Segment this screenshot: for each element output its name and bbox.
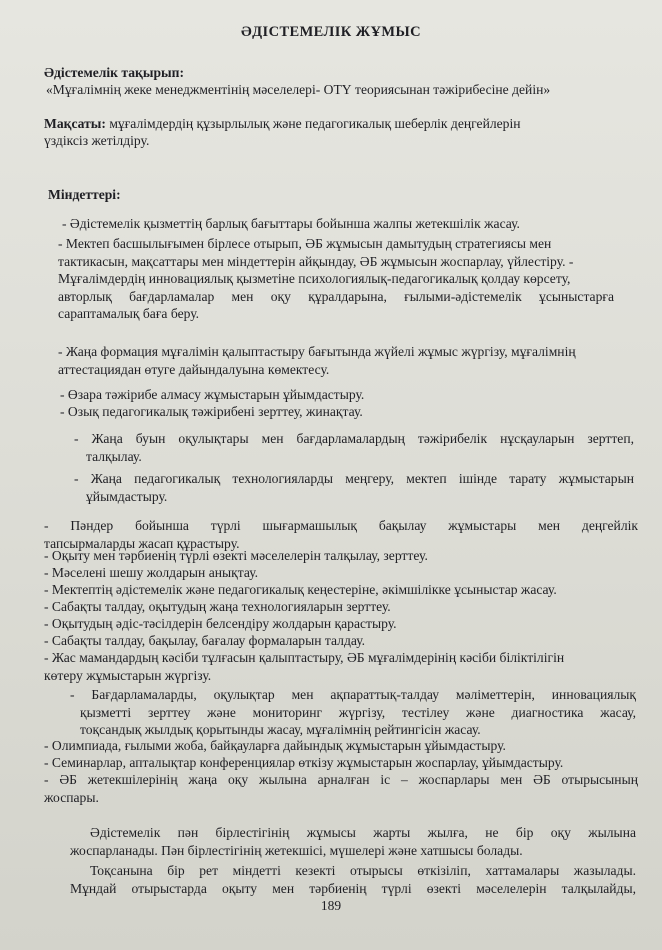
task-item: - Өзара тәжірибе алмасу жұмыстарын ұйымдастыру. (60, 387, 365, 402)
task-item (58, 235, 614, 323)
paragraph-line: Мұндай отырыстарда оқыту мен тәрбиенің түрлі өзекті мәселелерін талқылайды, (70, 880, 636, 896)
task-line: аттестациядан өтуге дайындалуына көмектесу. (58, 361, 330, 377)
paragraph-line: Тоқсанына бір рет міндетті кезекті отырысы өткізіліп, хаттамалары жазылады. (90, 863, 636, 878)
task-item: - Озық педагогикалық тәжірибені зерттеу, жинақтау. (60, 404, 363, 419)
task-line: - Пәндер бойынша түрлі шығармашылық бақылау жұмыстары мен деңгейлік (44, 518, 638, 533)
closing-paragraph-1 (70, 824, 636, 859)
task-item: - Семинарлар, апталықтар конференциялар өткізу жұмыстарын жоспарлау, ұйымдастыру. (44, 755, 564, 770)
task-item: - Мектептің әдістемелік және педагогикалық кеңестеріне, әкімшілікке ұсыныстар жасау. (44, 582, 557, 597)
paragraph-line: жоспарланады. Пән бірлестігінің жетекшісі, мүшелері және хатшысы болады. (70, 842, 523, 858)
paragraph-line: Әдістемелік пән бірлестігінің жұмысы жарты жылға, не бір оқу жылына (90, 825, 636, 840)
task-line: - Мектеп басшылығымен бірлесе отырып, ӘБ жұмысын дамытудың стратегиясы мен (58, 236, 552, 251)
closing-paragraph-2 (70, 862, 636, 897)
task-line: - Жаңа буын оқулықтары мен бағдарламалардың тәжірибелік нұсқауларын зерттеп, (74, 431, 634, 446)
task-item: - Оқытудың әдіс-тәсілдерін белсендіру жолдарын қарастыру. (44, 616, 397, 631)
page-title: ӘДІСТЕМЕЛІК ЖҰМЫС (241, 24, 421, 40)
task-item (74, 430, 634, 465)
task-item (44, 771, 638, 806)
task-line: қызметті зерттеу және мониторинг жүргізу, тестілеу және диагностика жасау, (80, 704, 636, 720)
page-number: 189 (320, 898, 342, 913)
task-line: Мұғалімдердің инновациялық қызметіне психологиялық-педагогикалық қолдау көрсету, (58, 271, 571, 286)
task-line: талқылау. (86, 448, 142, 464)
task-line: тапсырмаларды жасап құрастыру. (44, 535, 240, 551)
task-item: - Әдістемелік қызметтің барлық бағыттары бойынша жалпы жетекшілік жасау. (62, 216, 520, 231)
task-item: - Олимпиада, ғылыми жоба, байқауларға дайындық жұмыстарын ұйымдастыру. (44, 738, 506, 753)
goal-label: Мақсаты: (44, 116, 106, 131)
task-line: тоқсандық жылдық қорытынды жасау, мұғалімнің рейтингісін жасау. (80, 722, 481, 737)
task-line: сараптамалық баға беру. (58, 306, 200, 321)
task-line: көтеру жұмыстарын жүргізу. (44, 667, 212, 683)
goal-text: мұғалімдердің құзырлылық және педагогикалық шеберлік деңгейлерін (109, 116, 521, 131)
task-line: авторлық бағдарламалар мен оқу құралдарына, ғылыми-әдістемелік ұсыныстарға (58, 288, 614, 304)
task-item (70, 686, 636, 739)
task-line: - Жас мамандардың кәсіби тұлғасын қалыптастыру, ӘБ мұғалімдерінің кәсіби біліктілігін (44, 650, 565, 665)
task-line: - Бағдарламаларды, оқулықтар мен ақпараттық-талдау мәліметтерін, инновациялық (70, 687, 636, 702)
topic-text: «Мұғалімнің жеке менеджментінің мәселелері- ОТҮ теориясынан тәжірибесіне дейін» (46, 82, 551, 97)
task-item: - Сабақты талдау, бақылау, бағалау формаларын талдау. (44, 633, 366, 648)
task-item: - Оқыту мен тәрбиенің түрлі өзекті мәселелерін талқылау, зерттеу. (44, 548, 428, 563)
task-line: - ӘБ жетекшілерінің жаңа оқу жылына арналған іс – жоспарлары мен ӘБ отырысының (44, 772, 638, 787)
task-line: - Жаңа формация мұғалімін қалыптастыру бағытында жүйелі жұмыс жүргізу, мұғалімнің (58, 344, 576, 359)
task-item: - Мәселені шешу жолдарын анықтау. (44, 565, 259, 580)
task-item (58, 343, 628, 378)
task-item (44, 649, 638, 684)
task-line: жоспары. (44, 789, 99, 805)
task-line: - Жаңа педагогикалық технологияларды меңгеру, мектеп ішінде тарату жұмыстарын (74, 471, 634, 486)
task-item: - Сабақты талдау, оқытудың жаңа технологияларын зерттеу. (44, 599, 391, 614)
goal-line-2: үздіксіз жетілдіру. (44, 133, 150, 148)
task-item (74, 470, 634, 505)
tasks-label: Міндеттері: (48, 187, 121, 202)
goal-line-1 (44, 115, 521, 133)
task-line: тактикасын, мақсаттары мен міндеттерін айқындау, ӘБ жұмысын жоспарлау, үйлестіру. - (58, 253, 574, 269)
task-line: ұйымдастыру. (86, 488, 168, 504)
topic-label: Әдістемелік тақырып: (44, 65, 184, 80)
